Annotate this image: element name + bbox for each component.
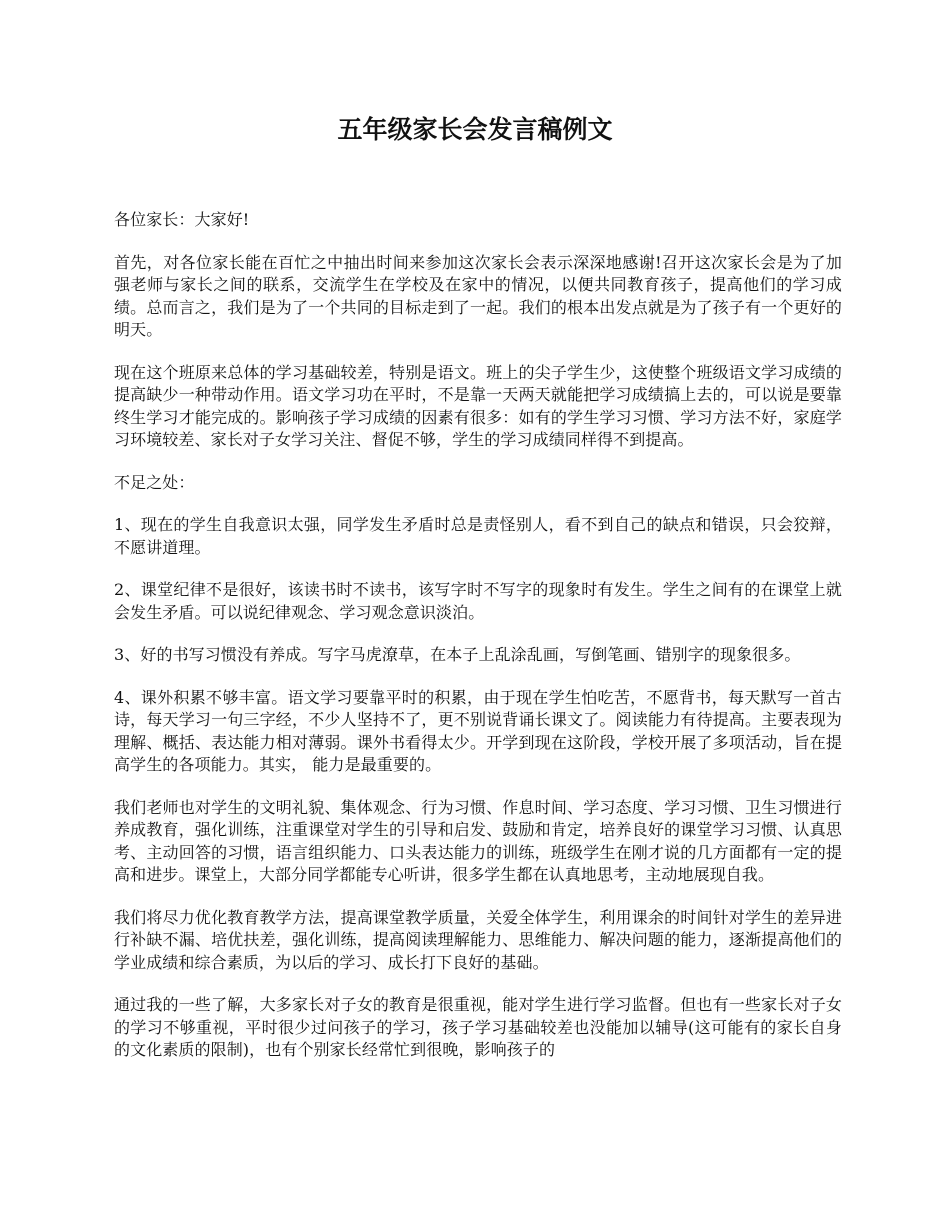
shortcoming-item-4: 4、课外积累不够丰富。语文学习要靠平时的积累，由于现在学生怕吃苦，不愿背书，每天默写一首古诗，每天学习一句三字经，不少人坚持不了，更不别说背诵长课文了。阅读能力有待提高。主要表现为理解、概括、表达能力相对薄弱。课外书看得太少。开学到现在这阶段，学校开展了多项活动，旨在提高学生的各项能力。其实， 能力是最重要的。 — [114, 687, 842, 774]
plans-paragraph: 我们将尽力优化教育教学方法，提高课堂教学质量，关爱全体学生，利用课余的时间针对学生的差异进行补缺不漏、培优扶差，强化训练，提高阅读理解能力、思维能力、解决问题的能力，逐渐提高他们的学业成绩和综合素质，为以后的学习、成长打下良好的基础。 — [114, 907, 842, 972]
shortcomings-heading: 不足之处： — [114, 472, 195, 492]
shortcoming-item-2: 2、课堂纪律不是很好，该读书时不读书，该写字时不写字的现象时有发生。学生之间有的在课堂上就会发生矛盾。可以说纪律观念、学习观念意识淡泊。 — [114, 580, 842, 622]
teacher-efforts-paragraph: 我们老师也对学生的文明礼貌、集体观念、行为习惯、作息时间、学习态度、学习习惯、卫生习惯进行养成教育，强化训练，注重课堂对学生的引导和启发、鼓励和肯定，培养良好的课堂学习习惯、认真思考、主动回答的习惯，语言组织能力、口头表达能力的训练，班级学生在刚才说的几方面都有一定的提高和进步。课堂上，大部分同学都能专心听讲，很多学生都在认真地思考，主动地展现自我。 — [114, 797, 842, 884]
page-title: 五年级家长会发言稿例文 — [337, 115, 613, 144]
greeting-paragraph: 各位家长：大家好! — [114, 210, 250, 229]
intro-paragraph: 首先，对各位家长能在百忙之中抽出时间来参加这次家长会表示深深地感谢!召开这次家长会是为了加强老师与家长之间的联系，交流学生在学校及在家中的情况，以便共同教育孩子，提高他们的学习成绩。总而言之，我们是为了一个共同的目标走到了一起。我们的根本出发点就是为了孩子有一个更好的明天。 — [114, 252, 842, 339]
shortcoming-item-3: 3、好的书写习惯没有养成。写字马虎潦草，在本子上乱涂乱画，写倒笔画、错别字的现象很多。 — [114, 645, 801, 664]
document-body — [114, 209, 842, 1082]
shortcoming-item-1: 1、现在的学生自我意识太强，同学发生矛盾时总是责怪别人，看不到自己的缺点和错误，只会狡辩，不愿讲道理。 — [114, 515, 842, 557]
class-situation-paragraph: 现在这个班原来总体的学习基础较差，特别是语文。班上的尖子学生少，这使整个班级语文学习成绩的提高缺少一种带动作用。语文学习功在平时，不是靠一天两天就能把学习成绩搞上去的，可以说是要靠终生学习才能完成的。影响孩子学习成绩的因素有很多：如有的学生学习习惯、学习方法不好，家庭学习环境较差、家长对子女学习关注、督促不够，学生的学习成绩同样得不到提高。 — [114, 362, 842, 449]
parents-paragraph: 通过我的一些了解，大多家长对子女的教育是很重视，能对学生进行学习监督。但也有一些家长对子女的学习不够重视，平时很少过问孩子的学习，孩子学习基础较差也没能加以辅导(这可能有的家长自身的文化素质的限制)，也有个别家长经常忙到很晚，影响孩子的 — [114, 995, 842, 1059]
